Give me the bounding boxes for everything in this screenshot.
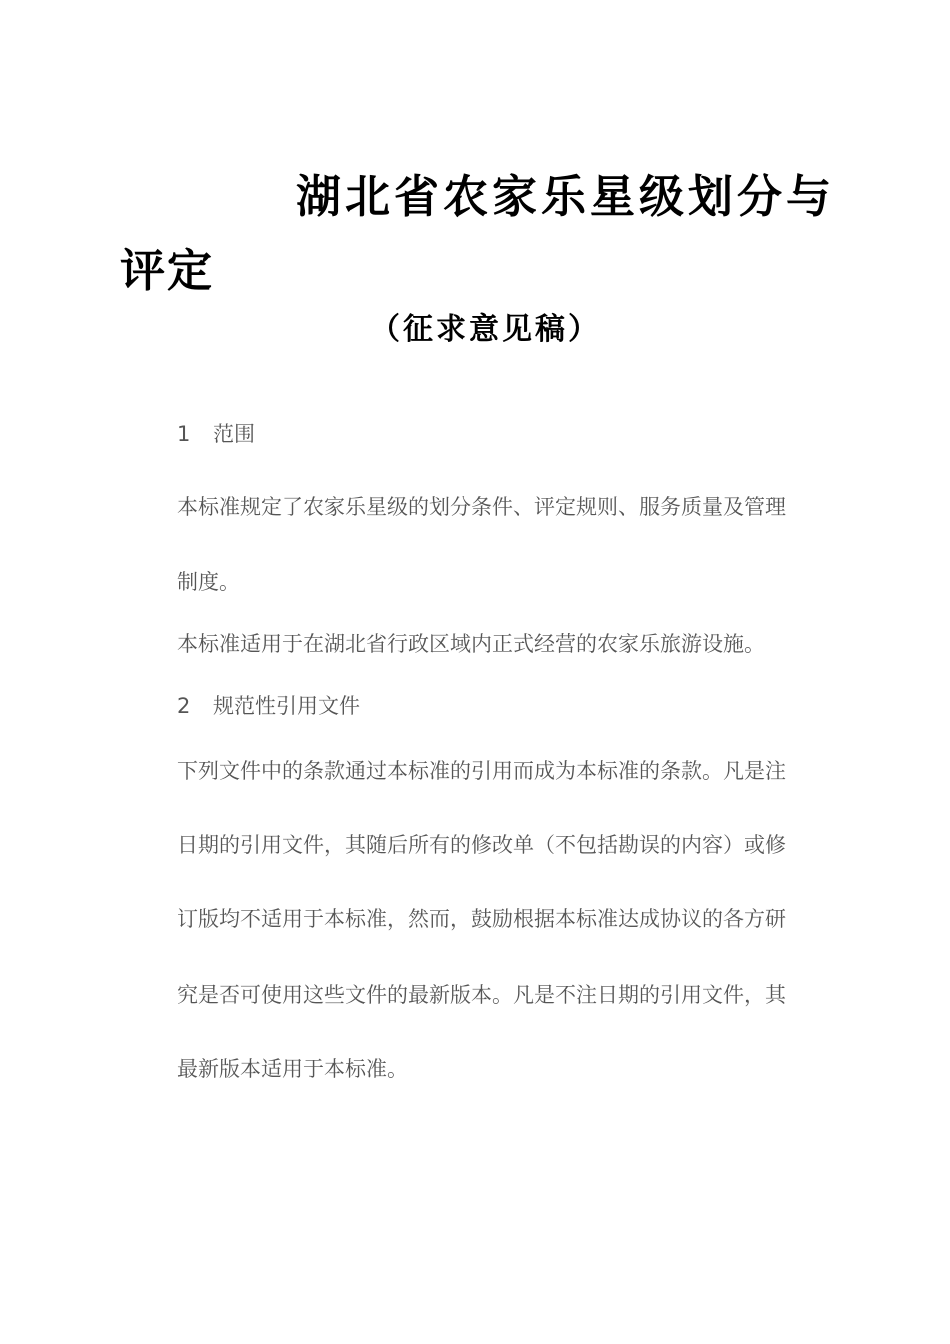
document-title-line-1: 湖北省农家乐星级划分与 <box>296 170 836 223</box>
section-heading-scope <box>177 418 255 448</box>
paragraph-line: 日期的引用文件，其随后所有的修改单（不包括勘误的内容）或修 <box>177 833 786 857</box>
paragraph-line: 究是否可使用这些文件的最新版本。凡是不注日期的引用文件，其 <box>177 983 786 1007</box>
paragraph-line: 制度。 <box>177 570 240 594</box>
section-heading-text: 规范性引用文件 <box>213 694 360 718</box>
section-heading-normative-references <box>177 690 360 720</box>
document-subtitle: （征求意见稿） <box>370 312 601 347</box>
paragraph-line: 本标准适用于在湖北省行政区域内正式经营的农家乐旅游设施。 <box>177 632 765 656</box>
paragraph-line: 订版均不适用于本标准，然而，鼓励根据本标准达成协议的各方研 <box>177 907 786 931</box>
section-number: 1 <box>177 422 191 446</box>
section-heading-text: 范围 <box>213 422 255 446</box>
paragraph-line: 下列文件中的条款通过本标准的引用而成为本标准的条款。凡是注 <box>177 759 786 783</box>
paragraph-line: 本标准规定了农家乐星级的划分条件、评定规则、服务质量及管理 <box>177 495 786 519</box>
document-title-line-2: 评定 <box>120 244 215 297</box>
paragraph-line: 最新版本适用于本标准。 <box>177 1057 408 1081</box>
section-number: 2 <box>177 694 191 718</box>
